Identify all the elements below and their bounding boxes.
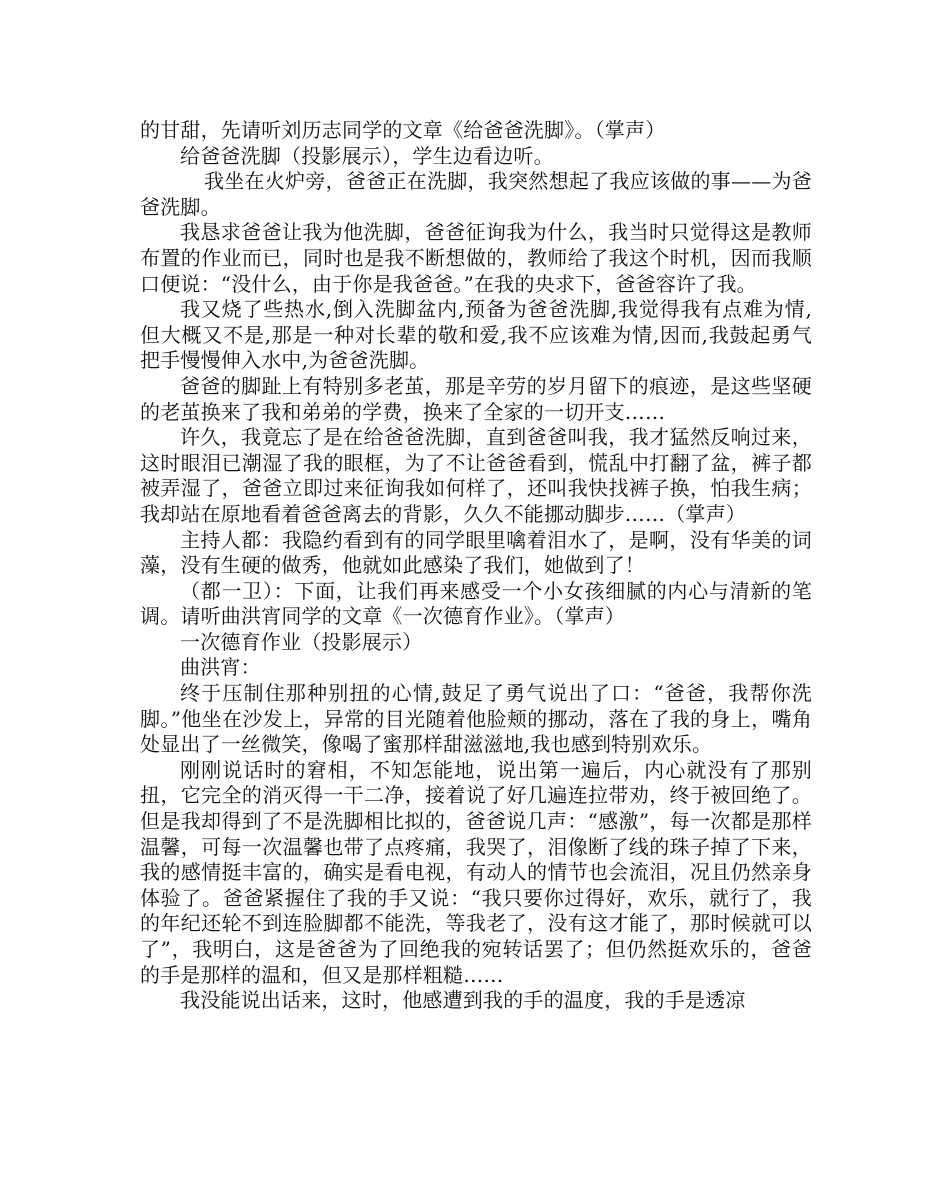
paragraph-essay-two-title: 一次德育作业（投影展示） <box>180 629 423 654</box>
paragraph-essay-two-body: 刚刚说话时的窘相，不知怎能地，说出第一遍后，内心就没有了那别扭，它完全的消灭得一干二净，接着说了好几遍连拉带劝，终于被回绝了。但是我却得到了不是洗脚相比拟的，爸爸说几声：“感激”，每一次都是那样温馨，可每一次温馨也带了点疼痛，我哭了，泪像断了线的珠子掉了下来，我的感情挺丰富的，确实是看电视，有动人的情节也会流泪，况且仍然亲身体验了。爸爸紧握住了我的手又说：“我只要你过得好，欢乐，就行了，我的年纪还轮不到连脸脚都不能洗，等我老了，没有这才能了，那时候就可以了”，我明白，这是爸爸为了回绝我的宛转话罢了；但仍然挺欢乐的，爸爸的手是那样的温和，但又是那样粗糙…… <box>140 757 812 987</box>
paragraph-essay-two-opening: 终于压制住那种别扭的心情,鼓足了勇气说出了口：“爸爸，我帮你洗脚。”他坐在沙发上，异常的目光随着他脸颊的挪动，落在了我的身上，嘴角处显出了一丝微笑，像喝了蜜那样甜滋滋地,我也感到特别欢乐。 <box>140 681 812 757</box>
paragraph-essay-one-opening: 我坐在火炉旁，爸爸正在洗脚，我突然想起了我应该做的事——为爸爸洗脚。 <box>140 169 812 219</box>
paragraph-essay-two-continuation: 我没能说出话来，这时，他感遭到我的手的温度，我的手是透凉 <box>180 988 746 1013</box>
paragraph-intro-continuation: 的甘甜，先请听刘历志同学的文章《给爸爸洗脚》。（掌声） <box>140 118 666 142</box>
paragraph-essay-one-request: 我恳求爸爸让我为他洗脚，爸爸征询我为什么，我当时只觉得这是教师布置的作业而已，同时也是我不断想做的，教师给了我这个时机，因而我顺口便说：“没什么，由于你是我爸爸。”在我的央求下，爸爸容许了我。 <box>140 220 812 296</box>
document-page <box>140 118 812 1014</box>
paragraph-essay-one-calluses: 爸爸的脚趾上有特别多老茧，那是辛劳的岁月留下的痕迹，是这些坚硬的老茧换来了我和弟弟的学费，换来了全家的一切开支…… <box>140 373 812 424</box>
paragraph-essay-one-ending: 许久，我竟忘了是在给爸爸洗脚，直到爸爸叫我，我才猛然反响过来，这时眼泪已潮湿了我的眼框，为了不让爸爸看到，慌乱中打翻了盆，裤子都被弄湿了，爸爸立即过来征询我如何样了，还叫我快找裤子换，怕我生病；我却站在原地看着爸爸离去的背影，久久不能挪动脚步……（掌声） <box>140 425 812 526</box>
paragraph-host-intro-two: （都一卫）：下面，让我们再来感受一个小女孩细腻的内心与清新的笔调。请听曲洪宵同学的文章《一次德育作业》。（掌声） <box>140 578 812 629</box>
paragraph-essay-one-hot-water: 我又烧了些热水,倒入洗脚盆内,预备为爸爸洗脚,我觉得我有点难为情,但大概又不是,那是一种对长辈的敬和爱,我不应该难为情,因而,我鼓起勇气把手慢慢伸入水中,为爸爸洗脚。 <box>140 297 812 373</box>
paragraph-host-comment: 主持人都：我隐约看到有的同学眼里噙着泪水了，是啊，没有华美的词藻，没有生硬的做秀，他就如此感染了我们，她做到了！ <box>140 527 812 578</box>
paragraph-essay-one-title: 给爸爸洗脚（投影展示），学生边看边听。 <box>180 143 554 168</box>
paragraph-essay-two-author: 曲洪宵： <box>180 655 261 680</box>
